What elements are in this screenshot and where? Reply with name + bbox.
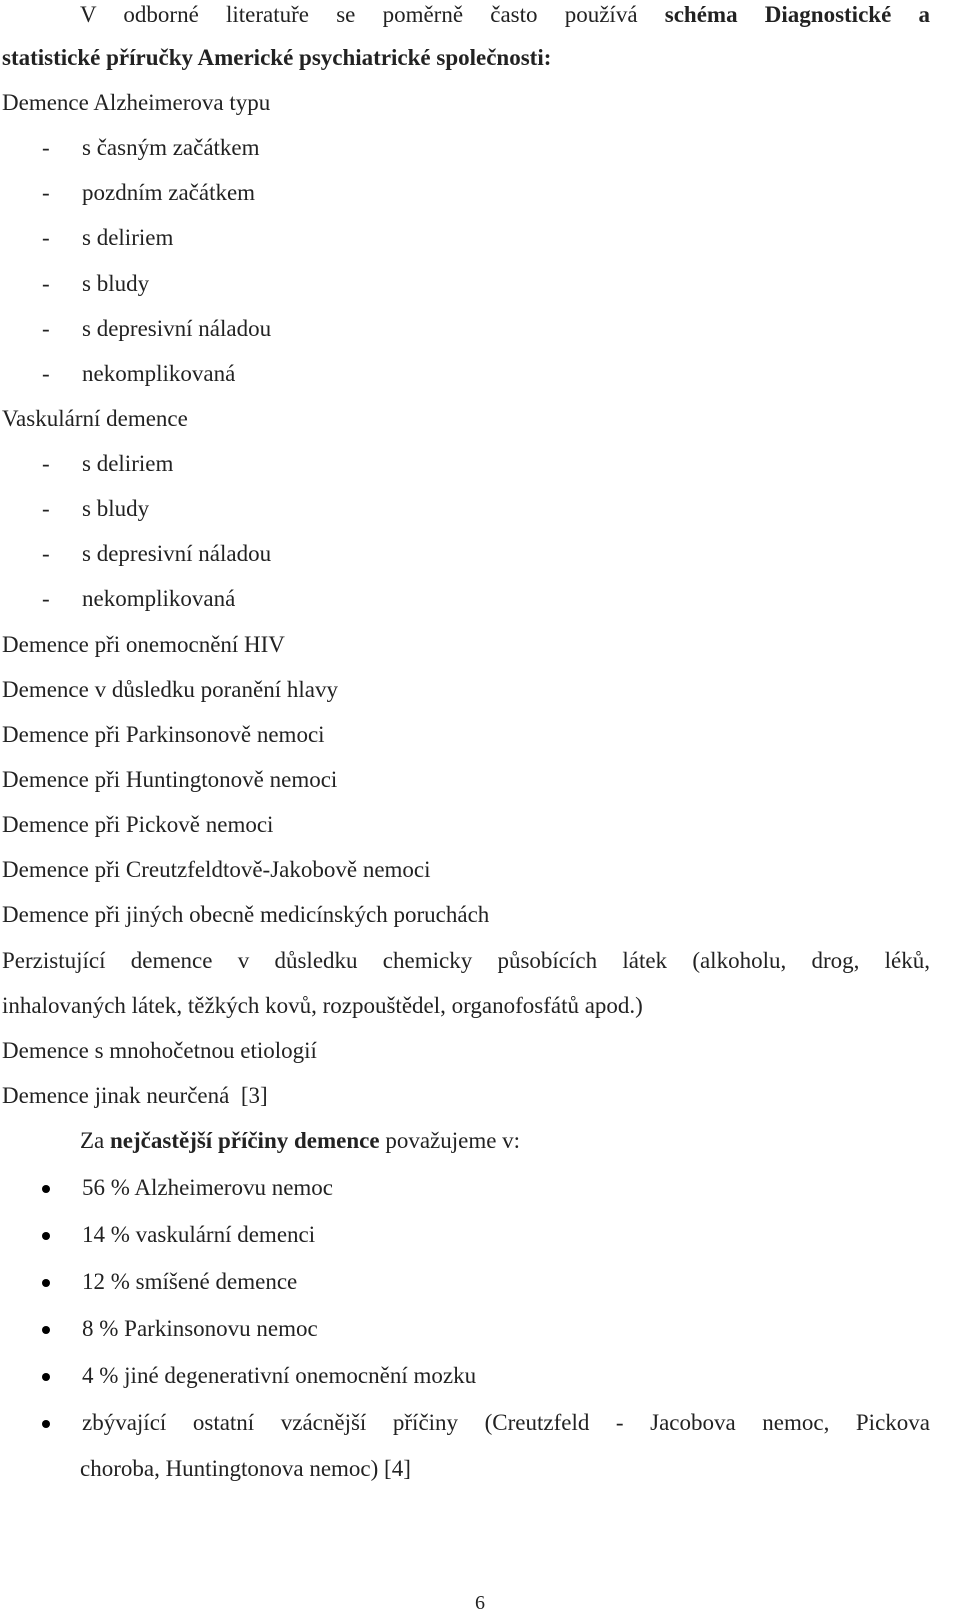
bullet-icon	[42, 1373, 50, 1381]
other-item: Demence při onemocnění HIV	[2, 632, 285, 657]
intro-line-1	[80, 0, 930, 30]
dash: -	[42, 271, 50, 296]
persistent-line-2: inhalovaných látek, těžkých kovů, rozpouštědel, organofosfátů apod.)	[2, 993, 643, 1018]
dash: -	[42, 361, 50, 386]
intro-line-2	[2, 43, 930, 73]
other-item: Demence v důsledku poranění hlavy	[2, 677, 338, 702]
alzheimer-title: Demence Alzheimerova typu	[2, 90, 271, 115]
bullet-item: 4 % jiné degenerativní onemocnění mozku	[2, 1361, 930, 1391]
list-item: - s deliriem	[2, 449, 930, 479]
other-item: Demence při Pickově nemoci	[2, 812, 274, 837]
intro-bold-2: statistické příručky Americké psychiatrické společnosti:	[2, 45, 552, 70]
dash: -	[42, 135, 50, 160]
bullet-item: zbývající ostatní vzácnější příčiny (Creutzfeld - Jacobova nemoc, Pickova	[2, 1408, 930, 1438]
bullet-icon	[42, 1326, 50, 1334]
list-item: - s depresivní náladou	[2, 314, 930, 344]
vascular-title: Vaskulární demence	[2, 406, 188, 431]
page-number: 6	[475, 1592, 485, 1614]
bullet-icon	[42, 1185, 50, 1193]
list-item: - s bludy	[2, 269, 930, 299]
list-item: - pozdním začátkem	[2, 178, 930, 208]
intro-prefix: V odborné literatuře se poměrně často používá	[80, 2, 638, 27]
bullet-item: 56 % Alzheimerovu nemoc	[2, 1173, 930, 1203]
causes-intro-bold: nejčastější příčiny demence	[110, 1128, 380, 1153]
dash: -	[42, 180, 50, 205]
list-item: - s deliriem	[2, 223, 930, 253]
other-item: Demence při Huntingtonově nemoci	[2, 767, 338, 792]
other-item: Demence při Creutzfeldtově-Jakobově nemoci	[2, 857, 431, 882]
intro-bold-1: schéma Diagnostické a	[664, 2, 930, 27]
list-item: - s depresivní náladou	[2, 539, 930, 569]
bullet-item: 8 % Parkinsonovu nemoc	[2, 1314, 930, 1344]
list-item: - s bludy	[2, 494, 930, 524]
bullet-continuation: choroba, Huntingtonova nemoc) [4]	[80, 1456, 411, 1481]
list-item: - s časným začátkem	[2, 133, 930, 163]
bullet-item: 12 % smíšené demence	[2, 1267, 930, 1297]
other-item: Demence při jiných obecně medicínských poruchách	[2, 902, 490, 927]
dash: -	[42, 496, 50, 521]
dash: -	[42, 225, 50, 250]
dash: -	[42, 586, 50, 611]
list-item: - nekomplikovaná	[2, 359, 930, 389]
list-item: - nekomplikovaná	[2, 584, 930, 614]
causes-intro: Za nejčastější příčiny demence považujeme v:	[80, 1128, 521, 1153]
bullet-icon	[42, 1420, 50, 1428]
unspecified: Demence jinak neurčená [3]	[2, 1083, 268, 1108]
dash: -	[42, 541, 50, 566]
bullet-icon	[42, 1232, 50, 1240]
dash: -	[42, 316, 50, 341]
bullet-item: 14 % vaskulární demenci	[2, 1220, 930, 1250]
other-item: Demence při Parkinsonově nemoci	[2, 722, 325, 747]
bullet-icon	[42, 1279, 50, 1287]
persistent-line-1: Perzistující demence v důsledku chemicky působících látek (alkoholu, drog, léků,	[2, 948, 930, 973]
dash: -	[42, 451, 50, 476]
multi-etiology: Demence s mnohočetnou etiologií	[2, 1038, 317, 1063]
